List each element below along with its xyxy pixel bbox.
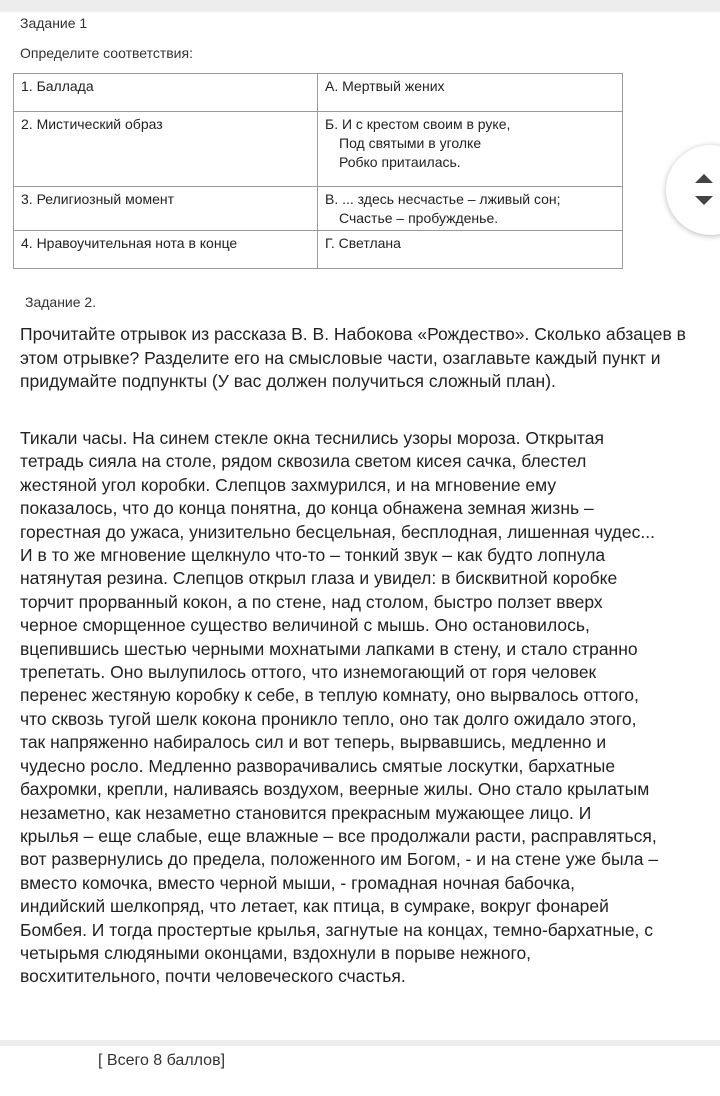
task2-instruction: Прочитайте отрывок из рассказа В. В. Набокова «Рождество». Сколько абзацев в этом отрывке? Разделите его на смысловые части, озаглавьте каждый пункт и придумайте подпункты (У вас должен получиться сложный план).	[20, 324, 686, 391]
cell-line: А. Мертвый жених	[325, 78, 445, 94]
chevron-down-icon[interactable]	[695, 196, 713, 205]
passage-line: Бомбея. И тогда простертые крылья, загнутые на концах, темно-бархатные, с	[20, 919, 654, 940]
scroll-widget[interactable]	[666, 145, 720, 235]
row-2-right	[318, 112, 623, 187]
passage-line: показалось, что до конца понятна, до конца обнажена земная жизнь –	[20, 498, 594, 519]
top-divider	[0, 0, 720, 12]
passage-line: тетрадь сияла на столе, рядом сквозила светом кисея сачка, блестел	[20, 451, 587, 472]
passage-line: Тикали часы. На синем стекле окна теснились узоры мороза. Открытая	[20, 428, 604, 448]
row-1-left: 1. Баллада	[14, 74, 318, 112]
passage-line: перенес жестяную коробку к себе, в теплую комнату, оно вырвалось оттого,	[20, 685, 639, 706]
passage-line: восхитительного, почти человеческого счастья.	[20, 966, 406, 987]
task2-title: Задание 2.	[25, 294, 97, 310]
cell-line: Под святыми в уголке	[339, 135, 482, 151]
passage-line: горестная до ужаса, унизительно бесцельная, бесплодная, лишенная чудес...	[20, 521, 655, 542]
passage-line: вцепившись шестью черными мохнатыми лапками в стену, и стало странно	[20, 638, 638, 659]
chevron-up-icon[interactable]	[695, 174, 713, 183]
table-row	[14, 231, 623, 269]
passage-line: торчит прорванный кокон, а по стене, над столом, быстро ползет вверх	[20, 591, 603, 612]
bottom-divider	[0, 1040, 720, 1046]
total-score: [ Всего 8 баллов]	[98, 1052, 226, 1069]
passage-line: черное сморщенное существо величиной с мышь. Оно остановилось,	[20, 615, 590, 636]
row-2-left: 2. Мистический образ	[14, 112, 318, 187]
passage-line: четырьмя слюдяными оконцами, вздохнули в порыве нежного,	[20, 942, 532, 963]
passage-line: крылья – еще слабые, еще влажные – все продолжали расти, расправляться,	[20, 825, 657, 846]
table-row	[14, 187, 623, 231]
passage-line: что сквозь тугой шелк кокона проникло тепло, оно так долго ожидало этого,	[20, 708, 637, 729]
cell-line: Г. Светлана	[325, 235, 401, 251]
passage-line: трепетать. Оно вылупилось оттого, что изнемогающий от горя человек	[20, 662, 597, 683]
cell-line: Робко притаилась.	[339, 154, 461, 170]
row-4-left: 4. Нравоучительная нота в конце	[14, 231, 318, 269]
passage-line: индийский шелкопряд, что летает, как птица, в сумраке, вокруг фонарей	[20, 896, 609, 917]
passage-line: вот развернулись до предела, положенного им Богом, - и на стене уже была –	[20, 849, 659, 870]
matching-table	[13, 73, 623, 269]
passage-line: И в то же мгновение щелкнуло что-то – тонкий звук – как будто лопнула	[20, 545, 606, 566]
task1-title: Задание 1	[20, 15, 88, 31]
passage-line: жестяной угол коробки. Слепцов захмурился, и на мгновение ему	[20, 474, 557, 495]
passage-line: натянутая резина. Слепцов открыл глаза и увидел: в бисквитной коробке	[20, 568, 618, 589]
table-row	[14, 112, 623, 187]
cell-line: Б. И с крестом своим в руке,	[325, 116, 511, 132]
row-1-right	[318, 74, 623, 112]
passage-line: незаметно, как незаметно становится прекрасным мужающее лицо. И	[20, 802, 592, 823]
row-3-right	[318, 187, 623, 231]
task1-instruction: Определите соответствия:	[20, 45, 193, 61]
passage-line: бахромки, крепли, наливаясь воздухом, веерные жилы. Оно стало крылатым	[20, 779, 650, 800]
cell-line: В. ... здесь несчастье – лживый сон;	[325, 191, 561, 207]
passage-line: чудесно росло. Медленно разворачивались смятые лоскутки, бархатные	[20, 755, 616, 776]
row-3-left: 3. Религиозный момент	[14, 187, 318, 231]
passage-line: так напряженно набиралось сил и вот теперь, вырвавшись, медленно и	[20, 732, 607, 753]
cell-line: Счастье – пробужденье.	[339, 210, 499, 226]
table-row	[14, 74, 623, 112]
row-4-right	[318, 231, 623, 269]
passage-line: вместо комочка, вместо черной мыши, - громадная ночная бабочка,	[20, 872, 575, 893]
passage-text	[20, 427, 692, 989]
